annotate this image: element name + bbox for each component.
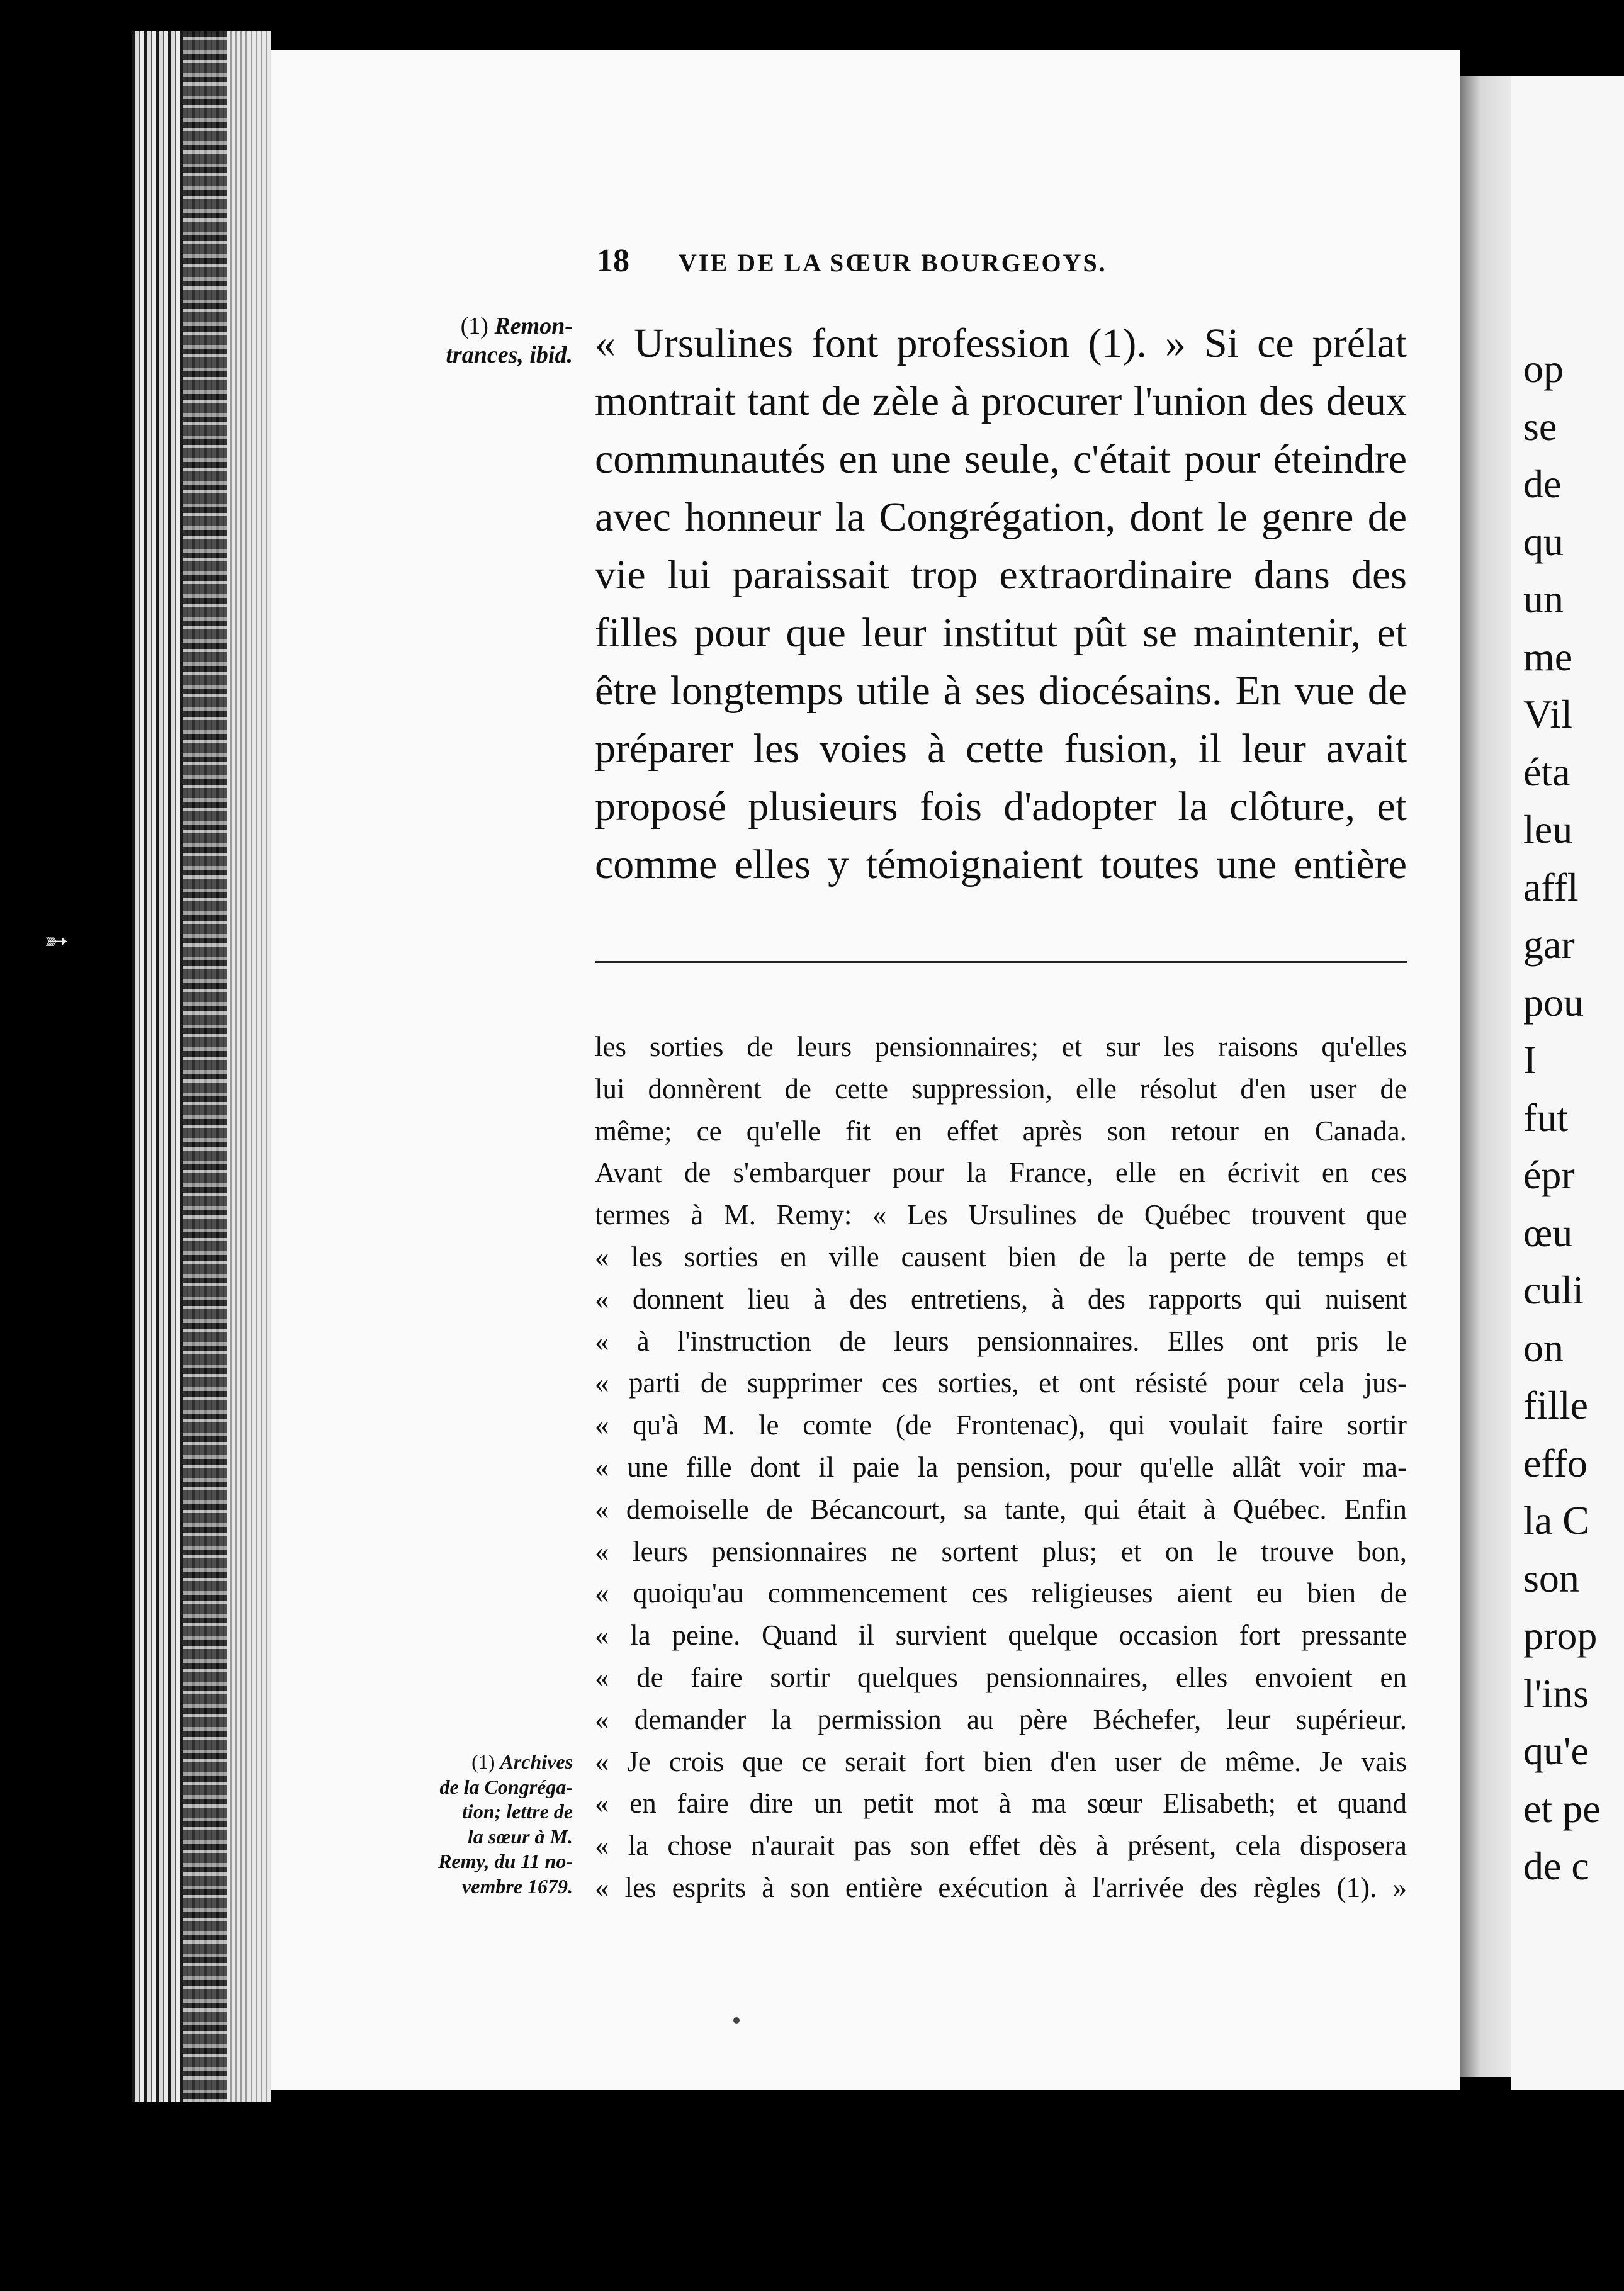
right-page-fragment: de [1523, 461, 1562, 506]
footnote-line: « la peine. Quand il survient quelque occasion fort pressante [595, 1619, 1407, 1652]
body-line: filles pour que leur institut pût se maintenir, et [595, 610, 1407, 656]
right-page-fragment: effo [1523, 1440, 1587, 1485]
footnote-line: « qu'à M. le comte (de Frontenac), qui voulait faire sortir [595, 1409, 1407, 1441]
margin-note-2-line: de la Congréga- [439, 1775, 573, 1798]
margin-note-2-line: Archives [500, 1750, 573, 1773]
margin-note-1 [378, 312, 573, 369]
right-page-fragment: on [1523, 1325, 1564, 1370]
footnote-line: « parti de supprimer ces sorties, et ont résisté pour cela jus- [595, 1367, 1407, 1399]
page-edges-light [227, 31, 271, 2102]
right-page-fragment: la C [1523, 1498, 1589, 1543]
right-page-fragment: fille [1523, 1383, 1589, 1427]
right-page-fragment: op [1523, 346, 1564, 391]
right-page-fragment: éta [1523, 749, 1570, 794]
footnote-text [595, 1026, 1407, 1909]
body-text [595, 315, 1407, 894]
footnote-line: « une fille dont il paie la pension, pour qu'elle allât voir ma- [595, 1451, 1407, 1483]
right-page-fragment: épr [1523, 1152, 1575, 1197]
footnote-line: « donnent lieu à des entretiens, à des rapports qui nuisent [595, 1283, 1407, 1315]
right-page-fragment: me [1523, 634, 1573, 679]
right-page-fragment: œu [1523, 1210, 1573, 1255]
margin-note-1-mark: (1) [460, 313, 488, 339]
body-line: communautés en une seule, c'était pour éteindre [595, 436, 1407, 482]
right-page-fragment: un [1523, 577, 1564, 621]
margin-note-2-line: la sœur à M. [467, 1825, 573, 1848]
right-page-fragment: leu [1523, 807, 1573, 852]
running-header [597, 242, 1226, 280]
body-line: « Ursulines font profession (1). » Si ce prélat [595, 320, 1407, 366]
footnote-line: Avant de s'embarquer pour la France, elle en écrivit en ces [595, 1157, 1407, 1189]
footnote-line: les sorties de leurs pensionnaires; et sur les raisons qu'elles [595, 1031, 1407, 1062]
body-line: vie lui paraissait trop extraordinaire dans des [595, 552, 1407, 598]
body-line: proposé plusieurs fois d'adopter la clôture, et [595, 784, 1407, 830]
footnote-line: « la chose n'aurait pas son effet dès à présent, cela disposera [595, 1830, 1407, 1862]
right-page-fragment: pou [1523, 979, 1584, 1025]
right-page-fragment: qu [1523, 519, 1564, 564]
right-page-fragment: l'ins [1523, 1670, 1589, 1716]
body-line: préparer les voies à cette fusion, il leur avait [595, 726, 1407, 772]
margin-note-2-line: tion; lettre de [462, 1800, 573, 1823]
page-number: 18 [597, 243, 629, 279]
body-line: comme elles y témoignaient toutes une entière [595, 842, 1407, 887]
margin-note-2-line: vembre 1679. [462, 1874, 573, 1898]
margin-note-1-line: trances, ibid. [446, 342, 573, 368]
footnote-line: « à l'instruction de leurs pensionnaires. Elles ont pris le [595, 1325, 1407, 1357]
footnote-line: termes à M. Remy: « Les Ursulines de Québec trouvent que [595, 1199, 1407, 1231]
print-speck [733, 2017, 740, 2024]
footnote-line: « quoiqu'au commencement ces religieuses aient eu bien de [595, 1577, 1407, 1609]
right-page-fragment: qu'e [1523, 1728, 1589, 1773]
footnote-line: « en faire dire un petit mot à ma sœur Elisabeth; et quand [595, 1787, 1407, 1820]
stray-mark-glyph: ➳ [44, 925, 69, 957]
margin-note-2 [378, 1750, 573, 1899]
right-page-fragment: gar [1523, 922, 1575, 967]
running-title: VIE DE LA SŒUR BOURGEOYS. [679, 249, 1107, 277]
footnote-line: même; ce qu'elle fit en effet après son retour en Canada. [595, 1115, 1407, 1147]
footnote-line: « leurs pensionnaires ne sortent plus; et on le trouve bon, [595, 1535, 1407, 1567]
footnote-line: « les sorties en ville causent bien de la perte de temps et [595, 1241, 1407, 1273]
right-page-fragment: fut [1523, 1095, 1569, 1140]
gutter-shadow [1460, 76, 1511, 2077]
margin-note-1-line: Remon- [494, 313, 573, 339]
footnote-line: lui donnèrent de cette suppression, elle résolut d'en user de [595, 1072, 1407, 1105]
footnote-line: « de faire sortir quelques pensionnaires, elles envoient en [595, 1661, 1407, 1693]
right-page-fragment: culi [1523, 1268, 1584, 1312]
right-page-fragment: et pe [1523, 1786, 1601, 1831]
right-page-fragment: de c [1523, 1843, 1589, 1888]
right-page-fragment: Vil [1523, 692, 1572, 736]
right-page-fragment: affl [1523, 864, 1579, 909]
right-page-text-fragments [1523, 340, 1624, 1895]
footnote-line: « les esprits à son entière exécution à l'arrivée des règles (1). » [595, 1871, 1407, 1903]
page-edges-shadow [183, 31, 227, 2102]
footnote-line: « demoiselle de Bécancourt, sa tante, qui était à Québec. Enfin [595, 1493, 1407, 1525]
right-page-fragment: I [1523, 1037, 1537, 1082]
margin-note-2-mark: (1) [471, 1750, 495, 1773]
footnote-divider [595, 961, 1407, 963]
right-page-fragment: se [1523, 403, 1557, 449]
footnote-line: « demander la permission au père Béchefer, leur supérieur. [595, 1703, 1407, 1735]
body-line: être longtemps utile à ses diocésains. En vue de [595, 668, 1407, 714]
body-line: montrait tant de zèle à procurer l'union des deux [595, 378, 1407, 424]
body-line: avec honneur la Congrégation, dont le genre de [595, 494, 1407, 540]
right-page-fragment: son [1523, 1555, 1579, 1601]
right-page-fragment: prop [1523, 1613, 1598, 1658]
footnote-line: « Je crois que ce serait fort bien d'en user de même. Je vais [595, 1745, 1407, 1777]
margin-note-2-line: Remy, du 11 no- [438, 1850, 573, 1872]
